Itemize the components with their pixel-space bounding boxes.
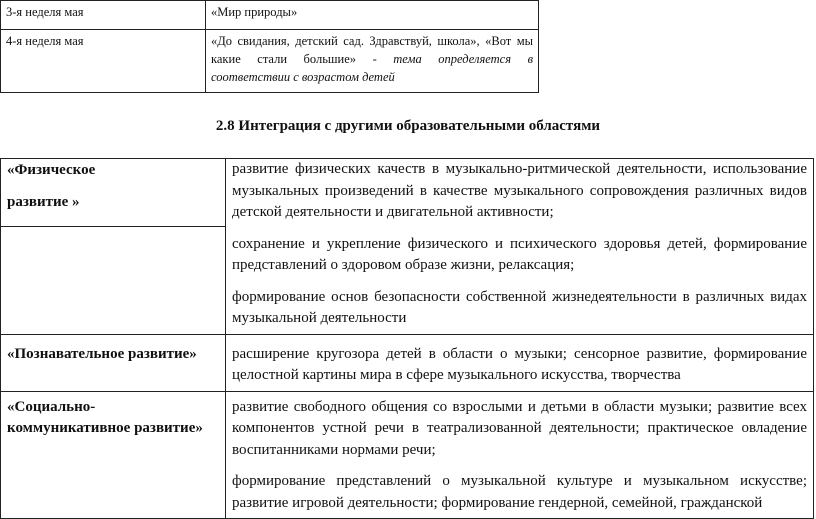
description-item: развитие физических качеств в музыкально-ритмической деятельности, использование музыкальных произведений в качестве музыкального сопровождения различных видов детской деятельности и двигательной активности; — [232, 161, 807, 220]
table-row — [1, 30, 539, 93]
description-cell-social — [226, 391, 814, 519]
area-label: «Физическое — [7, 162, 96, 178]
schedule-table — [0, 0, 539, 93]
description-item: формирование основ безопасности собственной жизнедеятельности в различных видах музыкальной деятельности — [232, 288, 807, 326]
area-cell-social — [1, 391, 226, 519]
table-row — [1, 1, 539, 30]
topic-cell — [206, 30, 539, 93]
area-label: «Социально- — [7, 398, 96, 415]
topic-note: тема определяется в соответствии с возрастом детей — [211, 52, 533, 84]
week-cell: 3-я неделя мая — [1, 1, 206, 30]
area-label: коммуникативное развитие» — [7, 420, 203, 436]
topic-text: «До свидания, детский сад. Здравствуй, школа», «Вот мы какие стали большие» - — [211, 34, 533, 66]
week-cell: 4-я неделя мая — [1, 30, 206, 93]
description-item: формирование представлений о музыкальной культуре и музыкальном искусстве; развитие игровой деятельности; формирование гендерной, семейной, гражданской — [232, 473, 807, 511]
area-cell-physical — [1, 159, 226, 227]
table-row — [1, 391, 814, 519]
description-cell-cognitive — [226, 334, 814, 391]
area-label: развитие » — [7, 193, 80, 210]
empty-cell — [1, 226, 226, 334]
table-row — [1, 334, 814, 391]
table-row — [1, 159, 814, 227]
area-cell-cognitive: «Познавательное развитие» — [1, 334, 226, 391]
description-item: расширение кругозора детей в области о музыки; сенсорное развитие, формирование целостной картины мира в сфере музыкального искусства, творчества — [232, 345, 807, 383]
topic-cell: «Мир природы» — [206, 1, 539, 30]
integration-table — [0, 158, 814, 519]
section-title: 2.8 Интеграция с другими образовательными областями — [215, 118, 601, 134]
description-item: сохранение и укрепление физического и психического здоровья детей, формирование представлений о здоровом образе жизни, релаксация; — [232, 235, 807, 273]
description-item: развитие свободного общения со взрослыми и детьми в области музыки; развитие всех компонентов устной речи в театрализованной деятельности; практическое овладение воспитанниками нормами речи; — [232, 398, 807, 458]
description-cell-physical — [226, 159, 814, 335]
